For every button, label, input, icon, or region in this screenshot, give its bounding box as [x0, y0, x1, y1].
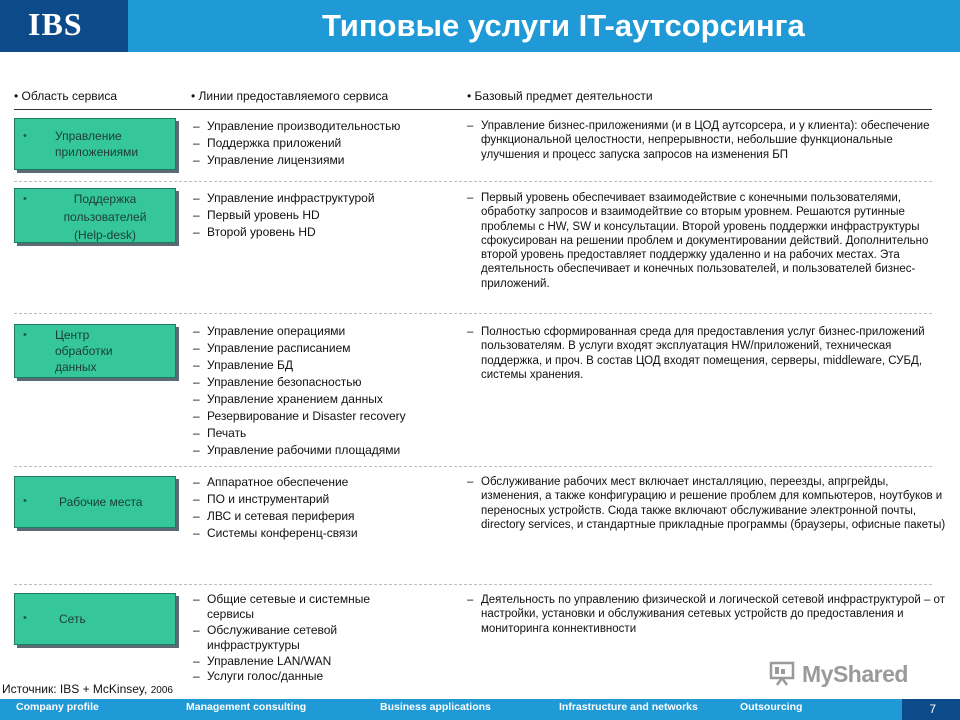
service-lines-list: [193, 592, 455, 684]
activity-description: – Управление бизнес-приложениями (и в ЦОД аутсорсера, и у клиента): обеспечение функциональной целостности, непрерывности, небольшие функциональные улучшения и процесс запуска запросов на изменения БП: [467, 119, 946, 162]
watermark-text: MyShared: [802, 661, 908, 687]
list-item: – Услуги голос/данные: [193, 669, 455, 684]
list-item: – Резервирование и Disaster recovery: [193, 408, 455, 425]
activity-description: – Полностью сформированная среда для предоставления услуг бизнес-приложений пользователям. В услуги входят эксплуатация HW/приложений, техническая поддержка, и проч. В состав ЦОД входят помещения, серверы, middleware, СУБД, системы хранения.: [467, 325, 946, 382]
list-item: – Управление БД: [193, 357, 455, 374]
list-item: – Управление безопасностью: [193, 374, 455, 391]
service-lines-list: [193, 323, 455, 459]
list-item: – Первый уровень HD: [193, 207, 455, 224]
list-item: – Управление хранением данных: [193, 391, 455, 408]
list-item: – ПО и инструментарий: [193, 491, 455, 508]
activity-description: – Обслуживание рабочих мест включает инсталляцию, переезды, апргрейды, изменения, а также конфигурацию и решение проблем для компьютеров, ноутбуков и переносных устройств. Сюда также включают обслуживание электронной почты, directory services, и стандартные прикладные программы (браузеры, офисные пакеты): [467, 475, 946, 532]
list-item: – Общие сетевые и системные сервисы: [193, 592, 407, 623]
row-divider: [14, 181, 932, 182]
slide-title: Типовые услуги IT-аутсорсинга: [322, 8, 805, 43]
list-item: – Управление инфраструктурой: [193, 190, 455, 207]
page-number: 7: [929, 702, 936, 716]
list-item: – Управление лицензиями: [193, 152, 455, 169]
source-year: 2006: [150, 685, 173, 696]
myshared-watermark: [768, 657, 928, 691]
list-item: – Управление операциями: [193, 323, 455, 340]
activity-description: – Первый уровень обеспечивает взаимодействие с конечными пользователями, обработку запросов и взаимодейтвие со вторым уровнем. Решаются рутинные проблемы с HW, SW и консультации. Второй уровень поддержки инфраструктуры сфокусирован на решении проблем и документировании действий. Дополнительно второй уровень предоставляет поддержку удаленно и на рабочих местах. Эта деятельность обеспечивает и конечных пользователей, и пользователей бизнес-приложений.: [467, 191, 946, 291]
list-item: – Второй уровень HD: [193, 224, 455, 241]
list-item: – Управление LAN/WAN: [193, 654, 455, 669]
column-header-activity: • Базовый предмет деятельности: [467, 89, 653, 103]
presentation-icon: [768, 659, 796, 687]
list-item: – ЛВС и сетевая периферия: [193, 508, 455, 525]
list-item: – Управление расписанием: [193, 340, 455, 357]
logo-box: [0, 0, 128, 52]
service-label: Рабочие места: [59, 495, 143, 509]
column-header-service-area: • Область сервиса: [14, 89, 118, 103]
column-header-service-lines: • Линии предоставляемого сервиса: [191, 89, 389, 103]
header-bar: [0, 0, 960, 52]
row-divider: [14, 584, 932, 585]
list-item: – Поддержка приложений: [193, 135, 455, 152]
list-item: – Управление производительностью: [193, 118, 455, 135]
list-item: – Управление рабочими площадями: [193, 442, 455, 459]
list-item: – Печать: [193, 425, 455, 442]
service-lines-list: [193, 118, 455, 169]
list-item: – Обслуживание сетевой инфраструктуры: [193, 623, 397, 654]
row-divider: [14, 466, 932, 467]
service-label: Поддержка пользователей (Help-desk): [63, 192, 147, 242]
activity-description: – Деятельность по управлению физической и логической сетевой инфраструктурой – от настройки, установки и обслуживания сетевых устройств до предоставления и мониторинга коннективности: [467, 593, 946, 636]
footer-link-infrastructure-networks[interactable]: Infrastructure and networks: [559, 701, 698, 713]
service-label: Управление приложениями: [55, 129, 139, 159]
service-lines-list: [193, 190, 455, 241]
ibs-logo: IBS: [28, 6, 83, 42]
service-lines-list: [193, 474, 455, 542]
footer-link-business-applications[interactable]: Business applications: [380, 701, 491, 713]
list-item: – Аппаратное обеспечение: [193, 474, 455, 491]
footer-nav-bar: [0, 699, 960, 720]
service-label: Центр обработки данных: [55, 328, 113, 374]
source-note: [2, 682, 173, 696]
header-divider: [14, 109, 932, 110]
footer-link-outsourcing[interactable]: Outsourcing: [740, 701, 803, 713]
service-box-applications: • Управление приложениями: [14, 118, 176, 170]
page-number-box: [902, 699, 960, 720]
source-label: Источник: IBS + McKinsey,: [2, 682, 148, 696]
service-box-workplaces: • Рабочие места: [14, 476, 176, 528]
row-divider: [14, 313, 932, 314]
service-box-helpdesk: • Поддержка пользователей (Help-desk): [14, 188, 176, 243]
footer-link-management-consulting[interactable]: Management consulting: [186, 701, 307, 713]
service-label: Сеть: [59, 612, 86, 626]
list-item: – Системы конференц-связи: [193, 525, 455, 542]
footer-link-company-profile[interactable]: Company profile: [16, 701, 99, 713]
service-box-datacenter: • Центр обработки данных: [14, 324, 176, 378]
service-box-network: • Сеть: [14, 593, 176, 645]
